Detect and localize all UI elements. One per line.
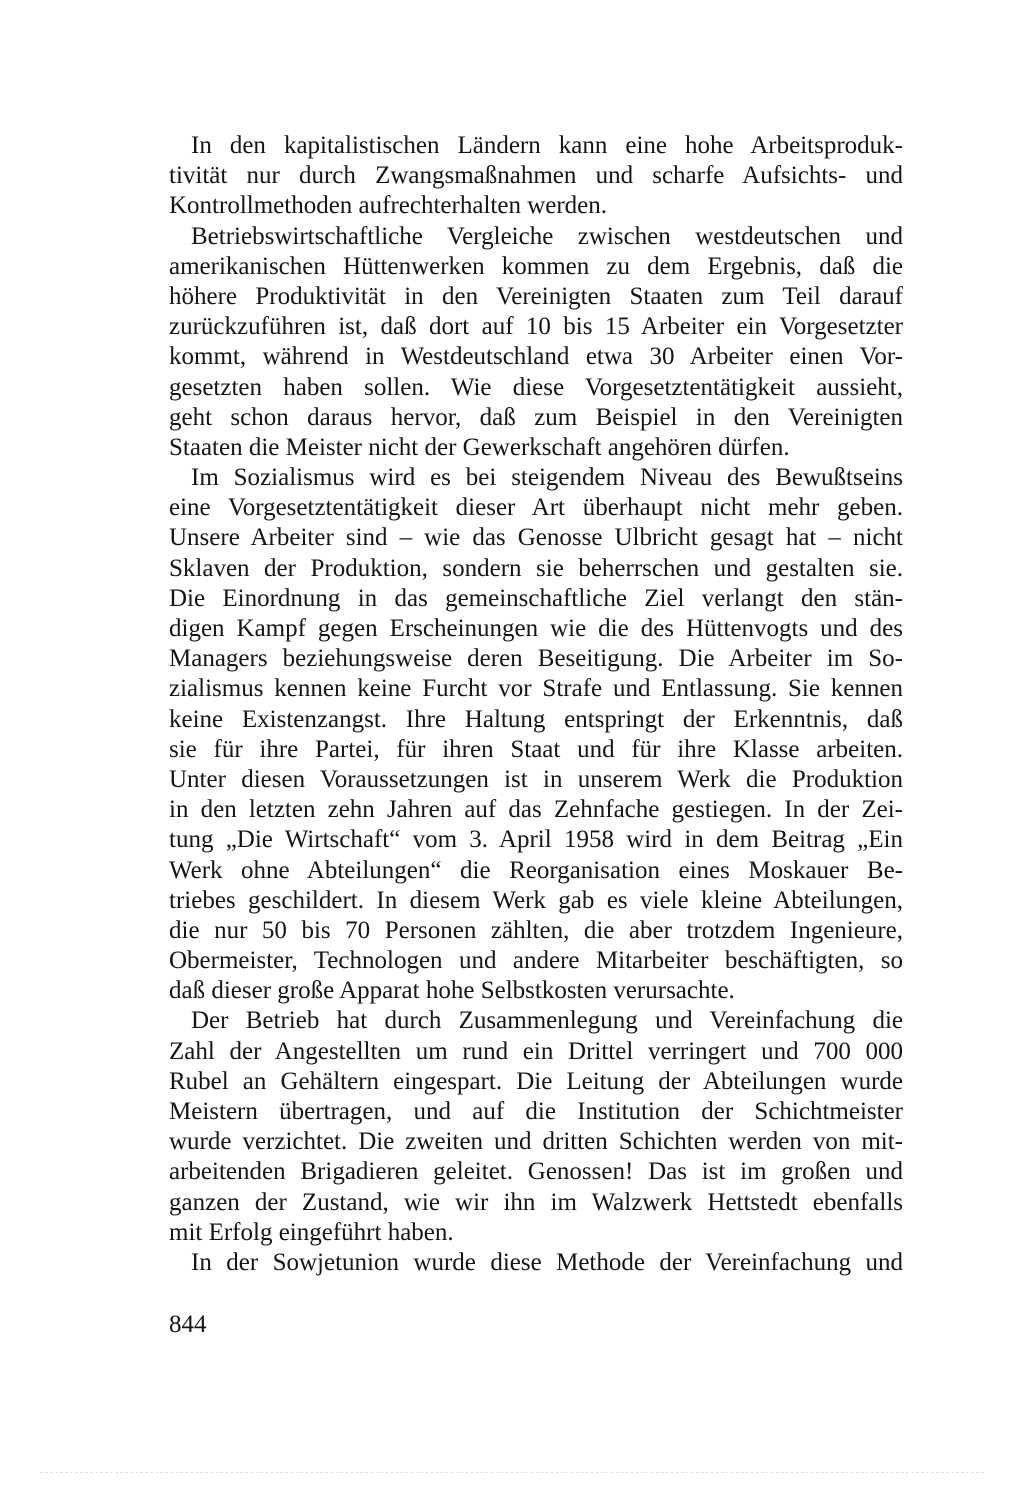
text-line: tung „Die Wirtschaft“ vom 3. April 1958 wird in dem Beitrag „Ein: [169, 826, 903, 854]
text-line: arbeitenden Brigadieren geleitet. Genossen! Das ist im großen und: [169, 1158, 903, 1186]
text-line: in den letzten zehn Jahren auf das Zehnfache gestiegen. In der Zei-: [169, 796, 903, 824]
text-line: In den kapitalistischen Ländern kann eine hohe Arbeitsproduk-: [191, 132, 903, 159]
text-line: die nur 50 bis 70 Personen zählten, die aber trotzdem Ingenieure,: [169, 916, 903, 944]
text-line: Staaten die Meister nicht der Gewerkschaft angehören dürfen.: [169, 433, 790, 461]
scan-edge-divider: [40, 1472, 984, 1474]
page-number: 844: [169, 1311, 207, 1338]
text-line: gesetzten haben sollen. Wie diese Vorgesetztentätigkeit aussieht,: [169, 373, 903, 401]
text-line: Unsere Arbeiter sind – wie das Genosse Ulbricht gesagt hat – nicht: [169, 524, 903, 552]
text-line: höhere Produktivität in den Vereinigten Staaten zum Teil darauf: [169, 282, 903, 310]
text-line: Unter diesen Voraussetzungen ist in unserem Werk die Produktion: [169, 765, 903, 793]
text-line: Rubel an Gehältern eingespart. Die Leitung der Abteilungen wurde: [169, 1067, 903, 1095]
text-line: Managers beziehungsweise deren Beseitigung. Die Arbeiter im So-: [169, 645, 903, 673]
text-line: tivität nur durch Zwangsmaßnahmen und scharfe Aufsichts- und: [169, 162, 903, 190]
text-line: ganzen der Zustand, wie wir ihn im Walzwerk Hettstedt ebenfalls: [169, 1188, 903, 1216]
text-line: Zahl der Angestellten um rund ein Drittel verringert und 700 000: [169, 1037, 903, 1065]
text-line: sie für ihre Partei, für ihren Staat und für ihre Klasse arbeiten.: [169, 735, 903, 763]
text-line: eine Vorgesetztentätigkeit dieser Art überhaupt nicht mehr geben.: [169, 494, 903, 522]
text-line: Werk ohne Abteilungen“ die Reorganisation eines Moskauer Be-: [169, 856, 903, 884]
text-line: Obermeister, Technologen und andere Mitarbeiter beschäftigten, so: [169, 947, 903, 975]
text-line: triebes geschildert. In diesem Werk gab es viele kleine Abteilungen,: [169, 886, 903, 914]
text-line: mit Erfolg eingeführt haben.: [169, 1218, 454, 1246]
text-line: daß dieser große Apparat hohe Selbstkosten verursachte.: [169, 977, 735, 1005]
text-line: Betriebswirtschaftliche Vergleiche zwischen westdeutschen und: [191, 222, 903, 250]
text-line: geht schon daraus hervor, daß zum Beispiel in den Vereinigten: [169, 403, 903, 431]
text-line: Kontrollmethoden aufrechterhalten werden.: [169, 192, 608, 220]
text-line: keine Existenzangst. Ihre Haltung entspringt der Erkenntnis, daß: [169, 705, 903, 733]
text-line: amerikanischen Hüttenwerken kommen zu dem Ergebnis, daß die: [169, 252, 903, 280]
text-line: Meistern übertragen, und auf die Institution der Schichtmeister: [169, 1098, 903, 1125]
text-line: Der Betrieb hat durch Zusammenlegung und Vereinfachung die: [191, 1007, 903, 1035]
text-line: kommt, während in Westdeutschland etwa 30 Arbeiter einen Vor-: [169, 343, 903, 371]
text-line: Im Sozialismus wird es bei steigendem Niveau des Bewußtseins: [191, 464, 903, 492]
text-line: wurde verzichtet. Die zweiten und dritten Schichten werden von mit-: [169, 1128, 903, 1156]
text-line: In der Sowjetunion wurde diese Methode der Vereinfachung und: [191, 1248, 903, 1276]
text-line: zialismus kennen keine Furcht vor Strafe und Entlassung. Sie kennen: [169, 675, 903, 703]
text-line: zurückzuführen ist, daß dort auf 10 bis 15 Arbeiter ein Vorgesetzter: [169, 313, 903, 341]
body-text: [169, 131, 903, 1278]
text-line: Die Einordnung in das gemeinschaftliche Ziel verlangt den stän-: [169, 584, 903, 612]
text-line: digen Kampf gegen Erscheinungen wie die des Hüttenvogts und des: [169, 615, 903, 642]
text-line: Sklaven der Produktion, sondern sie beherrschen und gestalten sie.: [169, 554, 903, 582]
